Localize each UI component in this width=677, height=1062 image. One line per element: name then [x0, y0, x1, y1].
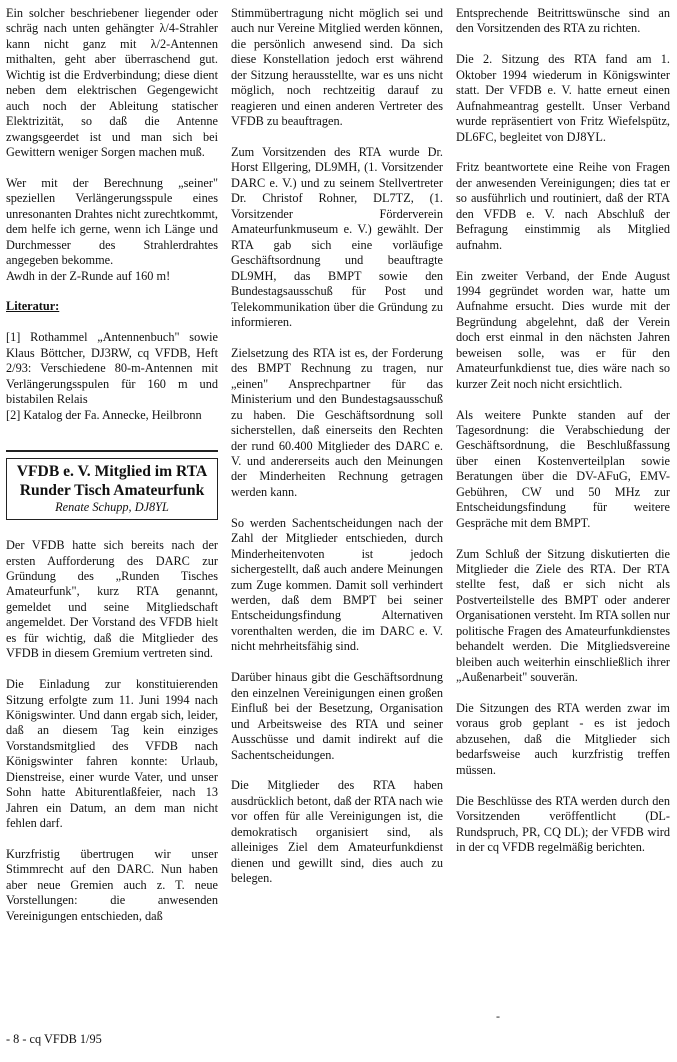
- paragraph: Stimmübertragung nicht möglich sei und auch nur Vereine Mitglied werden können, die persönlich anwesend sind. Da sich diese Konstellation jedoch erst während der Sitzung herausstellte, war es uns nicht möglich, noch rechtzeitig darauf zu reagieren und einen anderen Vertreter des VFDB zu beauftragen.: [231, 6, 443, 129]
- paragraph: Die Beschlüsse des RTA werden durch den Vorsitzenden veröffentlicht (DL-Rundspruch, PR, CQ DL); der VFDB wird in der cq VFDB regelmäßig berichten.: [456, 793, 670, 855]
- paragraph: Kurzfristig übertrugen wir unser Stimmrecht auf den DARC. Nun haben aber neue Gremien auch z. T. neue Vorstellungen: die anwesenden Vereinigungen entschieden, daß: [6, 846, 218, 923]
- column-right: [456, 6, 670, 871]
- paragraph: Als weitere Punkte standen auf der Tagesordnung: die Verabschiedung der Geschäftsordnung, die Beschlußfassung über einen Kostenverteilplan sowie Beratungen über die DV-AFuG, EMV-Gebühren, CW und 50 MHz zur Entscheidungsfindung für weitere Gespräche mit dem BMPT.: [456, 407, 670, 530]
- article-subtitle: Runder Tisch Amateurfunk: [19, 482, 205, 500]
- column-left: [6, 6, 218, 940]
- paragraph: Ein solcher beschriebener liegender oder schräg nach unten gehängter λ/4-Strahler kann nicht ganz mit λ/2-Antennen mithalten, geht aber überraschend gut. Wichtig ist die Erdverbindung; diese dient neben dem elektrischen Gegengewicht auch noch der Ableitung statischer Elektrizität, so daß die Antenne zwangsgeerdet ist und man sich bei Gewittern weniger Sorgen machen muß.: [6, 6, 218, 160]
- paragraph: Wer mit der Berechnung „seiner" speziellen Verlängerungsspule eines unresonanten Drahtes nicht zurechtkommt, dem helfe ich gerne, wenn ich Länge und Durchmesser des Strahlerdrahtes angegeben bekomme.: [6, 175, 218, 268]
- paragraph: Zum Vorsitzenden des RTA wurde Dr. Horst Ellgering, DL9MH, (1. Vorsitzender DARC e. V.) und zu seinem Stellvertreter Dr. Christof Rohner, DL7TZ, (1. Vorsitzender Förderverein Amateurfunkmuseum e. V.) gewählt. Der RTA gab sich eine vorläufige Geschäftsordnung und beauftragte DL9MH, das BMPT sowie den Bundestagsausschuß für Post und Telekommunikation über die Gründung zu informieren.: [231, 145, 443, 329]
- paragraph: Awdh in der Z-Runde auf 160 m!: [6, 268, 171, 283]
- literature-reference: [1] Rothammel „Antennenbuch" sowie Klaus Böttcher, DJ3RW, cq VFDB, Heft 2/93: Verschiedene 80-m-Antennen mit Verlängerungsspulen für 160 m und bistabilen Relais: [6, 330, 218, 407]
- literature-heading: Literatur:: [6, 299, 60, 314]
- paragraph: Die 2. Sitzung des RTA fand am 1. Oktober 1994 wiederum in Königswinter statt. Der VFDB e. V. hatte erneut einen Aufnahmeantrag gestellt. Unser Verband wurde repräsentiert von Fritz Wiefelspütz, DL6FC, begleitet von DJ8YL.: [456, 52, 670, 144]
- stray-mark: -: [496, 1009, 500, 1023]
- paragraph: Entsprechende Beitrittswünsche sind an den Vorsitzenden des RTA zu richten.: [456, 6, 670, 36]
- page-footer: - 8 - cq VFDB 1/95: [6, 1032, 102, 1046]
- column-middle: [231, 6, 443, 902]
- paragraph: Die Mitglieder des RTA haben ausdrücklich betont, daß der RTA nach wie vor offen für alle Vereinigungen ist, die demokratisch organisiert sind, als alleiniges Ziel dem Amateurfunkdienst dienen und gewillt sind, dies auch zu belegen.: [231, 778, 443, 886]
- article-title: VFDB e. V. Mitglied im RTA: [16, 463, 208, 481]
- paragraph: So werden Sachentscheidungen nach der Zahl der Mitglieder entschieden, durch Minderheitenvoten ist jedoch sichergestellt, daß auch andere Meinungen zum Zuge kommen. Damit soll verhindert werden, daß dem BMPT bei seiner Entscheidungsfindung Alternativen vorenthalten werden, die im DARC e. V. nicht mehrheitsfähig sind.: [231, 515, 443, 654]
- paragraph: Darüber hinaus gibt die Geschäftsordnung den einzelnen Vereinigungen einen großen Einfluß bei der Besetzung, Organisation und Arbeitsweise des RTA und seiner Ausschüsse und damit indirekt auf die Sachentscheidungen.: [231, 670, 443, 762]
- paragraph: Die Einladung zur konstituierenden Sitzung erfolgte zum 11. Juni 1994 nach Königswinter. Und dann ergab sich, leider, daß an diesem Tag kein einziges Vorstandsmitglied des VFDB nach Königswinter fahren konnte: Urlaub, Dienstreise, einer wurde Vater, und unser Sohn hatte Abiturentlaßfeier, nach 13 Jahren ein Datum, an dem man nicht fehlen darf.: [6, 677, 218, 831]
- article-author: Renate Schupp, DJ8YL: [55, 500, 169, 515]
- paragraph: Zielsetzung des RTA ist es, der Forderung des BMPT Rechnung zu tragen, nur „einen" Ansprechpartner für das Ministerium und den Bundestagsausschuß zu haben. Die Geschäftsordnung soll sicherstellen, daß einerseits den Rechten der rund 60.400 Mitglieder des DARC e. V. und andererseits auch den Meinungen der Minderheiten Rechnung getragen werden kann.: [231, 345, 443, 499]
- article-heading-box: [6, 458, 218, 520]
- paragraph: Die Sitzungen des RTA werden zwar im voraus grob geplant - es ist jedoch abzusehen, daß die Mitglieder sich bedarfsweise auch kurzfristig treffen müssen.: [456, 701, 670, 777]
- paragraph: Der VFDB hatte sich bereits nach der ersten Aufforderung des DARC zur Gründung des „Runden Tisches Amateurfunk", kurz RTA genannt, gemeldet und seine Mitgliedschaft angemeldet. Der Vorstand des VFDB hielt es für wichtig, daß die Mitglieder des VFDB in diesem Gremium vertreten sind.: [6, 538, 218, 661]
- section-divider: [6, 450, 218, 452]
- literature-reference: [2] Katalog der Fa. Annecke, Heilbronn: [6, 407, 202, 422]
- paragraph: Ein zweiter Verband, der Ende August 1994 gegründet worden war, hatte um Aufnahme ersucht. Dies wurde mit der Begründung abgelehnt, daß der Verein doch erst einmal in den nächsten Jahren beweisen solle, was er für den Amateurfunkdienst tue, dies wäre nach so kurzer Zeit noch nicht ersichtlich.: [456, 268, 670, 391]
- paragraph: Zum Schluß der Sitzung diskutierten die Mitglieder die Ziele des RTA. Der RTA stellte fest, daß er sich nicht als Postverteilstelle des BMPT oder anderer Organisationen versteht. Im RTA sollen nur politische Fragen des Amateurfunkdienstes behandelt werden. Die Mitgliedsvereine bleiben auch weiterhin einschließlich ihrer „Außenarbeit" souverän.: [456, 546, 670, 685]
- paragraph: Fritz beantwortete eine Reihe von Fragen der anwesenden Vereinigungen; dies tat er so ausführlich und routiniert, daß der RTA den VFDB e. V. nach Abschluß der Befragung einstimmig als Mitglied aufnahm.: [456, 160, 670, 252]
